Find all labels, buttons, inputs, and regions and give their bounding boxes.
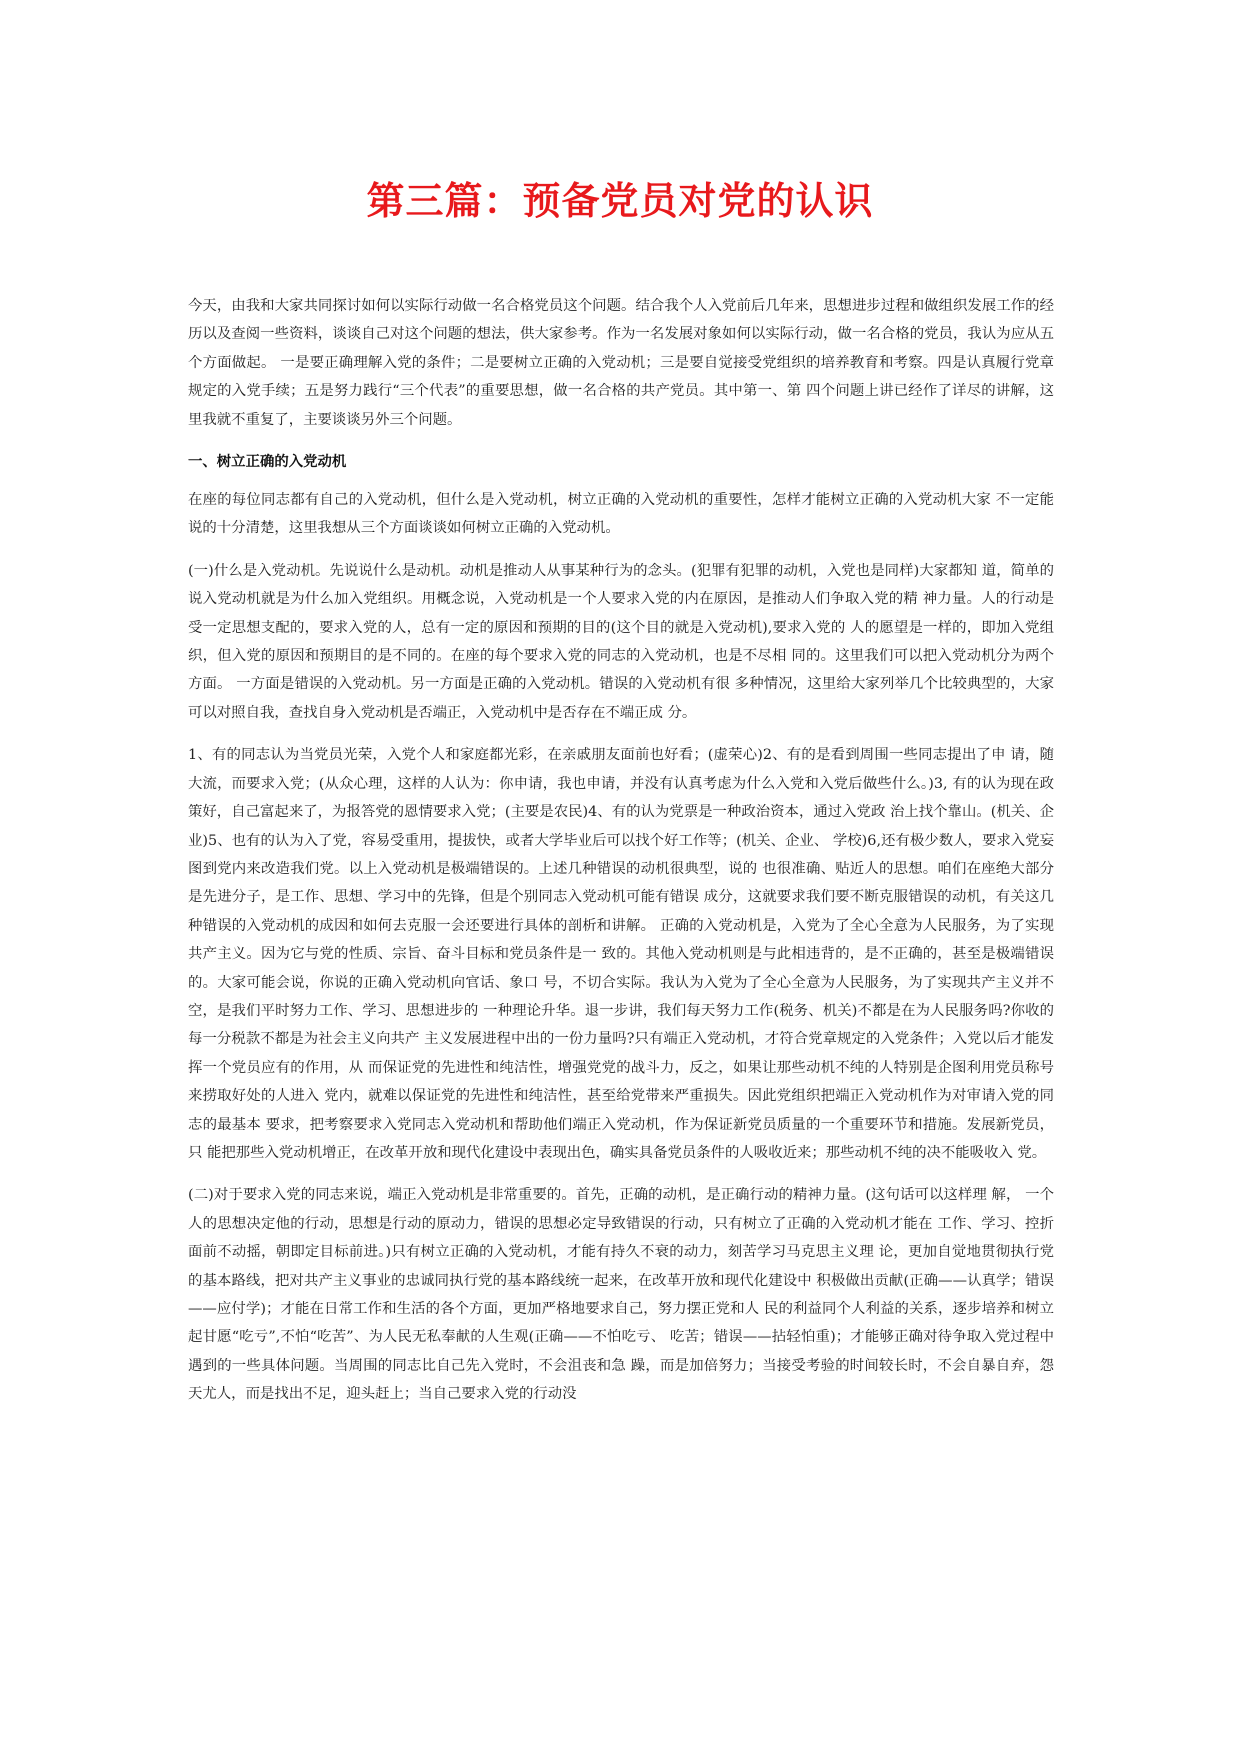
document-body <box>188 292 1054 1423</box>
document-title: 第三篇：预备党员对党的认识 <box>366 179 874 223</box>
intro-paragraph: 今天，由我和大家共同探讨如何以实际行动做一名合格党员这个问题。结合我个人入党前后几年来，思想进步过程和做组织发展工作的经历以及查阅一些资料，谈谈自己对这个问题的想法，供大家参考。作为一名发展对象如何以实际行动，做一名合格的党员，我认为应从五个方面做起。 一是要正确理解入党的条件；二是要树立正确的入党动机；三是要自觉接受党组织的培养教育和考察。四是认真履行党章规定的入党手续；五是努力践行“三个代表”的重要思想，做一名合格的共产党员。其中第一、第 四个问题上讲已经作了详尽的讲解，这里我就不重复了，主要谈谈另外三个问题。 <box>188 298 1054 428</box>
body-paragraph-4: (二)对于要求入党的同志来说，端正入党动机是非常重要的。首先，正确的动机，是正确行动的精神力量。(这句话可以这样理 解， 一个人的思想决定他的行动，思想是行动的原动力，错误的思想必定导致错误的行动，只有树立了正确的入党动机才能在 工作、学习、控折面前不动摇，朝即定目标前进。)只有树立正确的入党动机，才能有持久不衰的动力，刻苦学习马克思主义理 论，更加自觉地贯彻执行党的基本路线，把对共产主义事业的忠诚同执行党的基本路线统一起来，在改革开放和现代化建设中 积极做出贡献(正确——认真学；错误——应付学)；才能在日常工作和生活的各个方面，更加严格地要求自己，努力摆正党和人 民的利益同个人利益的关系，逐步培养和树立起甘愿“吃亏”,不怕“吃苦”、为人民无私奉献的人生观(正确——不怕吃亏、 吃苦；错误——拈轻怕重)；才能够正确对待争取入党过程中遇到的一些具体问题。当周围的同志比自己先入党时，不会沮丧和急 躁，而是加倍努力；当接受考验的时间较长时，不会自暴自弃，怨天尤人，而是找出不足，迎头赶上；当自己要求入党的行动没 <box>188 1187 1054 1403</box>
body-paragraph-3: 1、有的同志认为当党员光荣，入党个人和家庭都光彩，在亲戚朋友面前也好看；(虚荣心)2、有的是看到周围一些同志提出了申 请，随大流，而要求入党；(从众心理，这样的人认为：你申请，我也申请，并没有认真考虑为什么入党和入党后做些什么。)3, 有的认为现在政策好，自己富起来了，为报答党的恩情要求入党；(主要是农民)4、有的认为党票是一种政治资本，通过入党政 治上找个靠山。(机关、企业)5、也有的认为入了党，容易受重用，提拔快，或者大学毕业后可以找个好工作等；(机关、企业、 学校)6,还有极少数人，要求入党妄图到党内来改造我们党。以上入党动机是极端错误的。上述几种错误的动机很典型，说的 也很准确、贴近人的思想。咱们在座绝大部分是先进分子，是工作、思想、学习中的先锋，但是个别同志入党动机可能有错误 成分，这就要求我们要不断克服错误的动机，有关这几种错误的入党动机的成因和如何去克服一会还要进行具体的剖析和讲解。 正确的入党动机是，入党为了全心全意为人民服务，为了实现共产主义。因为它与党的性质、宗旨、奋斗目标和党员条件是一 致的。其他入党动机则是与此相违背的，是不正确的，甚至是极端错误的。大家可能会说，你说的正确入党动机向官话、象口 号，不切合实际。我认为入党为了全心全意为人民服务，为了实现共产主义并不空，是我们平时努力工作、学习、思想进步的 一种理论升华。退一步讲，我们每天努力工作(税务、机关)不都是在为人民服务吗?你收的每一分税款不都是为社会主义向共产 主义发展进程中出的一份力量吗?只有端正入党动机，才符合党章规定的入党条件；入党以后才能发挥一个党员应有的作用，从 而保证党的先进性和纯洁性，增强党党的战斗力，反之，如果让那些动机不纯的人特别是企图利用党员称号来捞取好处的人进入 党内，就难以保证党的先进性和纯洁性，甚至给党带来严重损失。因此党组织把端正入党动机作为对审请入党的同志的最基本 要求，把考察要求入党同志入党动机和帮助他们端正入党动机，作为保证新党员质量的一个重要环节和措施。发展新党员，只 能把那些入党动机增正，在改革开放和现代化建设中表现出色，确实具备党员条件的人吸收近来；那些动机不纯的决不能吸收入 党。 <box>188 747 1054 1161</box>
body-paragraph-2: (一)什么是入党动机。先说说什么是动机。动机是推动人从事某种行为的念头。(犯罪有犯罪的动机，入党也是同样)大家都知 道，简单的说入党动机就是为什么加入党组织。用概念说，入党动机是一个人要求入党的内在原因，是推动人们争取入党的精 神力量。人的行动是受一定思想支配的，要求入党的人，总有一定的原因和预期的目的(这个目的就是入党动机),要求入党的 人的愿望是一样的，即加入党组织，但入党的原因和预期目的是不同的。在座的每个要求入党的同志的入党动机，也是不尽相 同的。这里我们可以把入党动机分为两个方面。 一方面是错误的入党动机。另一方面是正确的入党动机。错误的入党动机有很 多种情况，这里给大家列举几个比较典型的，大家可以对照自我，查找自身入党动机是否端正，入党动机中是否存在不端正成 分。 <box>188 562 1054 721</box>
body-paragraph-1: 在座的每位同志都有自己的入党动机，但什么是入党动机，树立正确的入党动机的重要性，怎样才能树立正确的入党动机大家 不一定能说的十分清楚，这里我想从三个方面谈谈如何树立正确的入党动机。 <box>188 492 1054 537</box>
section-heading: 一、树立正确的入党动机 <box>188 454 347 471</box>
